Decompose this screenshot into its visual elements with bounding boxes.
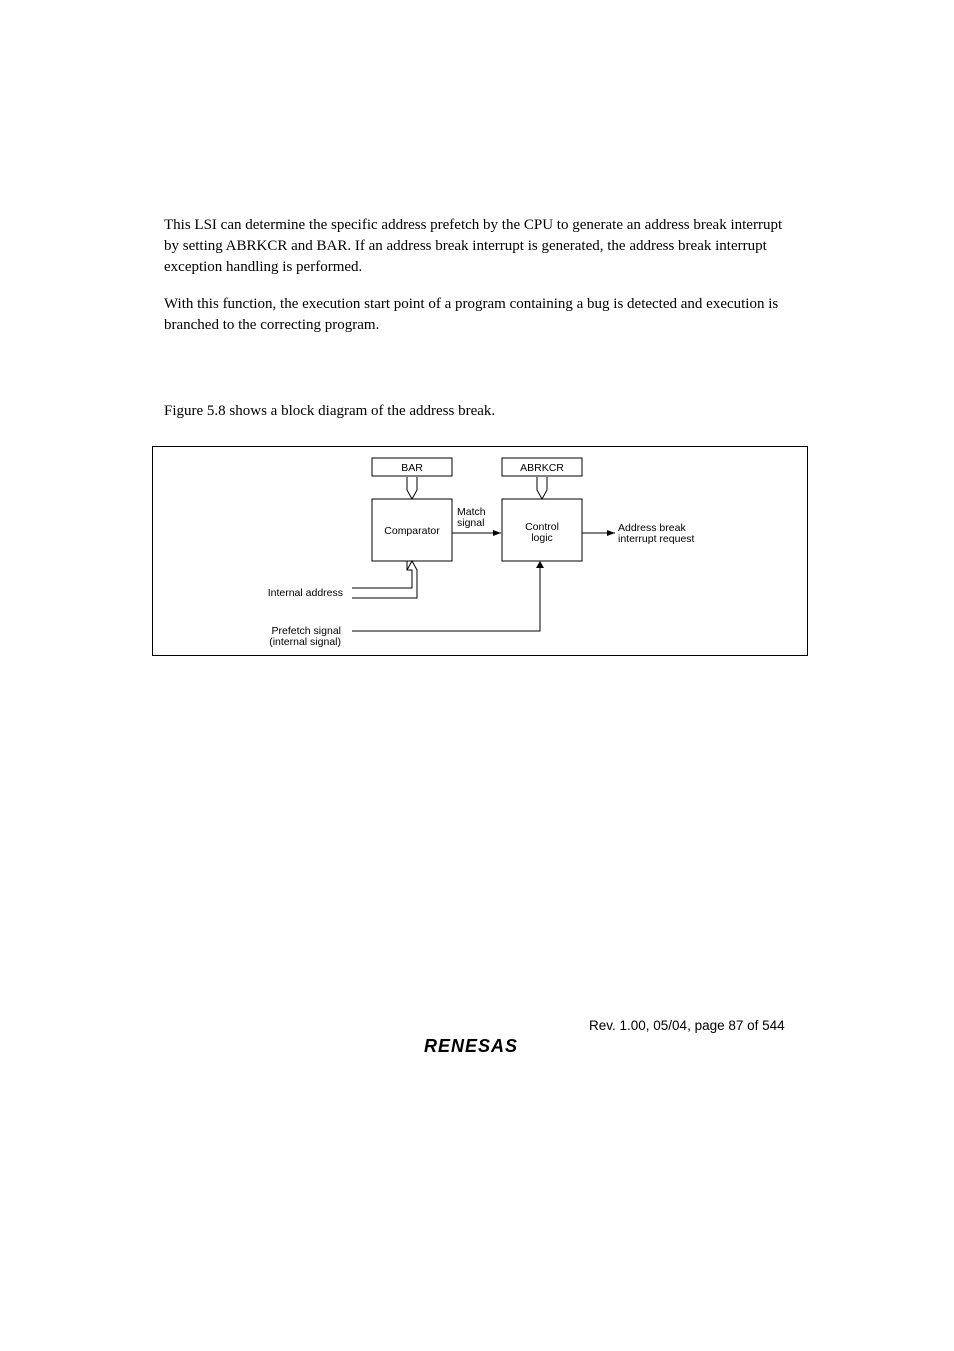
bar-to-comparator-bus — [407, 477, 417, 499]
prefetch-arrowhead — [536, 561, 544, 568]
control-logic-label-line1: Control — [525, 521, 559, 533]
internal-address-label: Internal address — [267, 587, 343, 599]
prefetch-signal-line — [352, 568, 540, 631]
prefetch-label-line2: (internal signal) — [269, 636, 341, 648]
block-diagram-svg — [153, 447, 809, 657]
page-footer-info: Rev. 1.00, 05/04, page 87 of 544 — [589, 1018, 785, 1033]
output-label-line1: Address break — [618, 522, 686, 534]
match-signal-label-line2: signal — [457, 517, 485, 529]
comparator-label: Comparator — [384, 525, 440, 537]
output-label-line2: interrupt request — [618, 533, 695, 545]
bar-register-label: BAR — [401, 462, 423, 474]
address-break-block-diagram — [152, 446, 808, 656]
control-logic-label-line2: logic — [531, 532, 553, 544]
renesas-logo-text: RENESAS — [424, 1036, 519, 1056]
abrkcr-register-label: ABRKCR — [520, 462, 564, 474]
abrkcr-to-control-bus — [537, 477, 547, 499]
renesas-logo-svg — [422, 1035, 542, 1057]
intro-paragraph: This LSI can determine the specific address prefetch by the CPU to generate an address break interrupt by setting ABRKCR and BAR. If an address break interrupt is generated, the address break interrupt exception handling is performed. — [164, 217, 783, 275]
renesas-logo — [422, 1035, 542, 1062]
match-signal-label-line1: Match — [457, 506, 486, 518]
figure-reference-paragraph: Figure 5.8 shows a block diagram of the address break. — [164, 403, 496, 419]
prefetch-label-line1: Prefetch signal — [271, 625, 341, 637]
internal-address-bus — [352, 561, 417, 598]
function-paragraph: With this function, the execution start point of a program containing a bug is detected and execution is branched to the correcting program. — [164, 296, 779, 333]
